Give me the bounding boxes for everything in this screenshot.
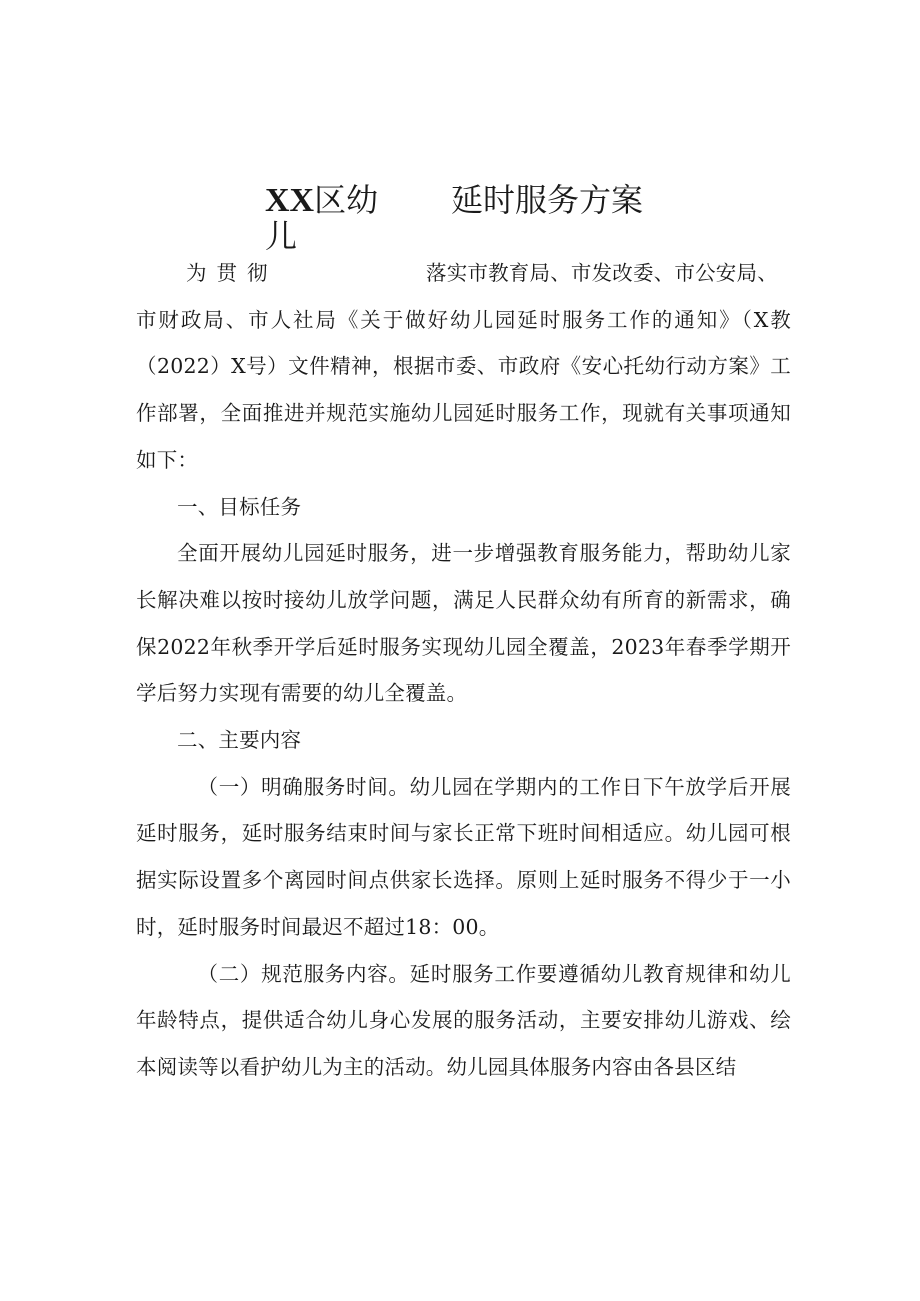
intro-first-line xyxy=(136,250,791,297)
title-part-3: 儿 xyxy=(265,217,298,255)
title-part-1 xyxy=(265,180,378,221)
section-2-item-1: （一）明确服务时间。幼儿园在学期内的工作日下午放学后开展延时服务，延时服务结束时间与家长正常下班时间相适应。幼儿园可根据实际设置多个离园时间点供家长选择。原则上延时服务不得少于一小时，延时服务时间最迟不超过18：00。 xyxy=(136,774,791,939)
title-district: 区幼 xyxy=(314,181,379,219)
document-body xyxy=(136,250,791,1091)
intro-continued: 落实市教育局、市发改委、市公安局、 xyxy=(426,261,778,285)
title-xx: XX xyxy=(265,182,315,219)
section-1-heading: 一、目标任务 xyxy=(177,494,302,519)
section-2-heading: 二、主要内容 xyxy=(177,728,302,753)
section-1-body: 全面开展幼儿园延时服务，进一步增强教育服务能力，帮助幼儿家长解决难以按时接幼儿放学问题，满足人民群众幼有所育的新需求，确保2022年秋季开学后延时服务实现幼儿园全覆盖，2023年春季学期开学后努力实现有需要的幼儿全覆盖。 xyxy=(136,541,791,706)
section-2-item-2: （二）规范服务内容。延时服务工作要遵循幼儿教育规律和幼儿年龄特点，提供适合幼儿身心发展的服务活动，主要安排幼儿游戏、绘本阅读等以看护幼儿为主的活动。幼儿园具体服务内容由各县区结 xyxy=(136,961,791,1079)
intro-start: 为贯彻 xyxy=(186,261,278,285)
intro-paragraph: 市财政局、市人社局《关于做好幼儿园延时服务工作的通知》（X教（2022）X号）文件精神，根据市委、市政府《安心托幼行动方案》工作部署，全面推进并规范实施幼儿园延时服务工作，现就有关事项通知如下： xyxy=(136,307,791,472)
document-title xyxy=(265,180,685,260)
title-part-2: 延时服务方案 xyxy=(451,181,644,219)
